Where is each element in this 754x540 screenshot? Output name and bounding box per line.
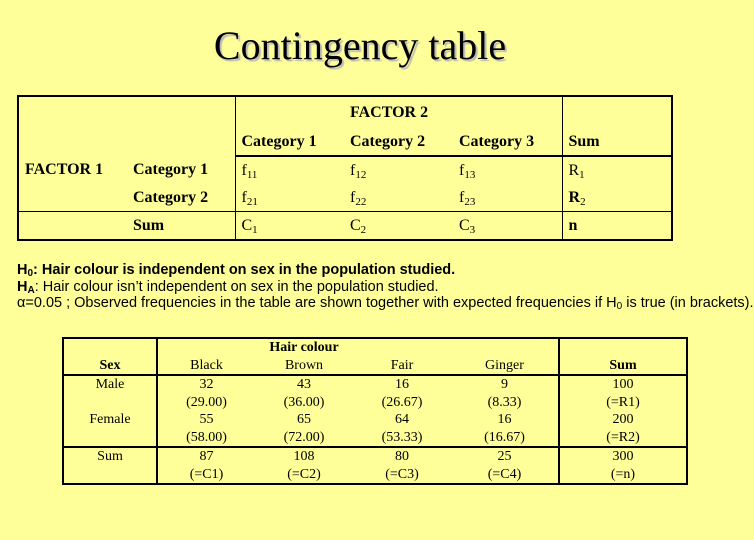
col-header: Category 3 bbox=[453, 128, 562, 156]
table-cell: 87 (=C1) bbox=[157, 447, 255, 484]
table-cell: 300 (=n) bbox=[559, 447, 687, 484]
cell-c2: C2 bbox=[344, 212, 453, 241]
cell-f12: f12 bbox=[350, 161, 367, 181]
table-cell: 55 (58.00) bbox=[157, 411, 255, 447]
ha-line: $H_A$: Hair colour isn’t independent on sex in the population studied. bbox=[17, 278, 439, 296]
table-cell: 16 (26.67) bbox=[381, 377, 423, 410]
cell-f22: f22 bbox=[344, 184, 453, 212]
cell-f21: f21 bbox=[235, 184, 344, 212]
cell-r2: R2 bbox=[562, 184, 672, 212]
header-black: Black bbox=[157, 357, 255, 376]
h0-line: $H_0$: Hair colour is independent on sex in the population studied. bbox=[17, 262, 456, 279]
header-fair: Fair bbox=[353, 357, 451, 376]
header-brown: Brown bbox=[255, 357, 353, 376]
table-cell: 108 (=C2) bbox=[255, 447, 353, 484]
table-cell: 80 (=C3) bbox=[353, 447, 451, 484]
header-ginger: Ginger bbox=[451, 357, 559, 376]
cell-c3: C3 bbox=[453, 212, 562, 241]
header-sum: Sum bbox=[559, 357, 687, 376]
cell-r1: R1 bbox=[562, 156, 672, 184]
row-header: Category 1 bbox=[127, 156, 235, 184]
table-cell: 9 (8.33) bbox=[487, 377, 522, 410]
row-header: Sum bbox=[127, 212, 235, 241]
table-cell: 43 (36.00) bbox=[283, 377, 325, 410]
col-header: Sum bbox=[562, 128, 672, 156]
table-cell: 64 (53.33) bbox=[353, 411, 451, 447]
factor2-label: FACTOR 2 bbox=[344, 96, 453, 128]
table-cell: 200 (=R2) bbox=[559, 411, 687, 447]
table-cell: 32 (29.00) bbox=[157, 375, 255, 411]
cell-c1: C1 bbox=[235, 212, 344, 241]
table-cell: 100 (=R1) bbox=[559, 375, 687, 411]
cell-f11: f11 bbox=[241, 161, 258, 181]
slide-title: Contingency table bbox=[213, 23, 507, 68]
generic-contingency-table bbox=[17, 95, 673, 241]
row-label-female: Female bbox=[63, 411, 157, 447]
header-sex: Sex bbox=[63, 357, 157, 376]
hair-colour-header: Hair colour bbox=[255, 338, 353, 357]
cell-f23: f23 bbox=[453, 184, 562, 212]
cell-n: n bbox=[562, 212, 672, 241]
factor1-label: FACTOR 1 bbox=[18, 156, 127, 184]
hypotheses-block bbox=[17, 262, 754, 312]
cell-f13: f13 bbox=[453, 156, 562, 184]
col-header: Category 1 bbox=[235, 128, 344, 156]
table-cell: 16 (16.67) bbox=[451, 411, 559, 447]
table-cell: 25 (=C4) bbox=[451, 447, 559, 484]
row-label-male: Male bbox=[63, 375, 157, 411]
row-label-sum: Sum bbox=[63, 447, 157, 484]
table-cell: 65 (72.00) bbox=[255, 411, 353, 447]
col-header: Category 2 bbox=[344, 128, 453, 156]
alpha-line: α=0.05 ; Observed frequencies in the table are shown together with expected frequencies if $H_0$ is true (in brackets). bbox=[17, 295, 754, 313]
row-header: Category 2 bbox=[127, 184, 235, 212]
hair-colour-table bbox=[62, 337, 688, 485]
